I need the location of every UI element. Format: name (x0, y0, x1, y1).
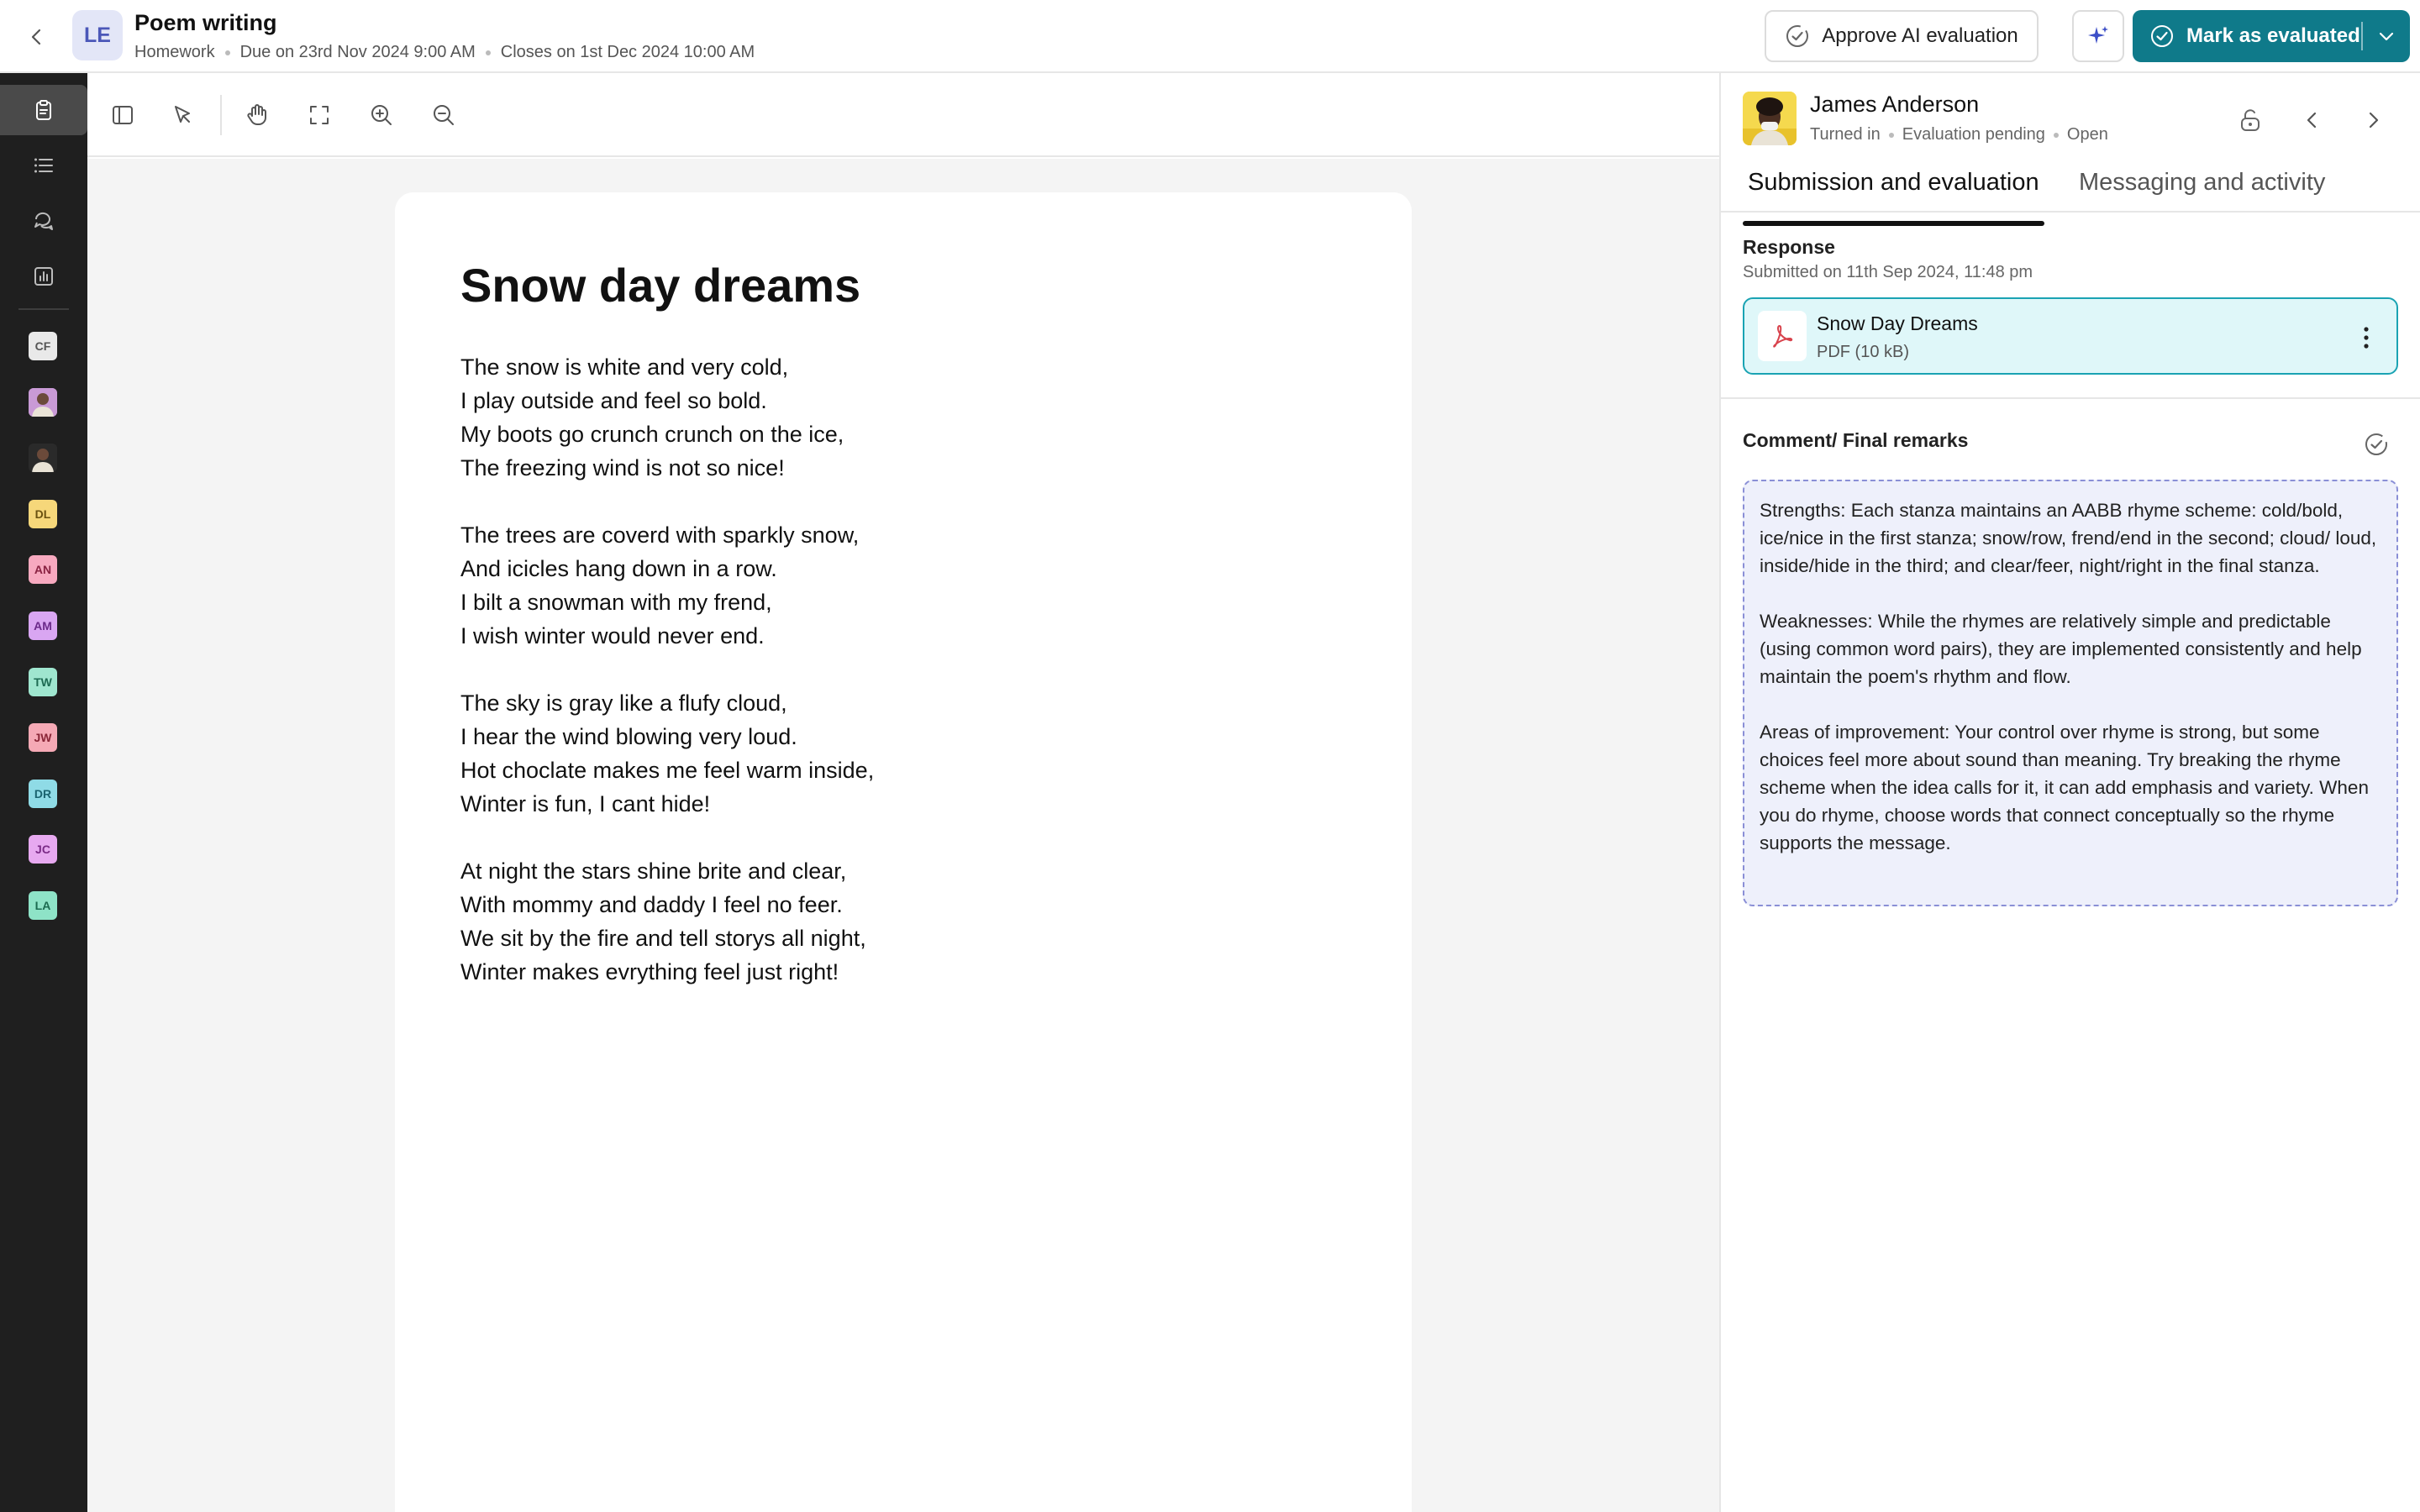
due-date: Due on 23rd Nov 2024 9:00 AM (239, 43, 476, 61)
chevron-left-icon (2302, 109, 2323, 131)
student-avatar-tw[interactable] (29, 668, 57, 696)
chevron-left-icon (27, 27, 47, 47)
file-icon-wrap (1758, 311, 1807, 361)
document-toolbar (87, 73, 1719, 157)
sidebar-icon (110, 102, 135, 128)
check-circle-icon (1785, 24, 1810, 49)
poem-stanza (460, 686, 874, 821)
approve-ai-evaluation-button[interactable] (1765, 10, 2039, 62)
zoom-out-icon (431, 102, 456, 128)
rail-divider (18, 308, 69, 310)
more-vertical-icon (2363, 325, 2370, 350)
top-bar (0, 0, 2420, 73)
student-photo-icon (1743, 92, 1797, 145)
file-meta: PDF (10 kB) (1817, 343, 1910, 361)
assignment-meta (134, 43, 755, 62)
student-initials: AN (34, 563, 52, 577)
poem-stanza (460, 854, 874, 989)
student-avatar-cf[interactable] (29, 332, 57, 360)
student-avatar-la[interactable] (29, 891, 57, 920)
final-remarks-textarea[interactable] (1743, 480, 2398, 906)
student-avatar-photo-1[interactable] (29, 388, 57, 417)
separator-dot (2054, 133, 2059, 138)
poem-stanza (460, 350, 874, 485)
poem-line: I play outside and feel so bold. (460, 388, 767, 413)
student-initials: DL (34, 507, 51, 521)
separator-dot (1889, 133, 1894, 138)
unlock-icon (2237, 107, 2264, 134)
remark-paragraph: Strengths: Each stanza maintains an AABB rhyme scheme: cold/bold, ice/nice in the first stanza; snow/row, frend/end in the second; cloud/ loud, inside/hide in the third; and clear/feer, night/right in the final stanza. (1760, 500, 2377, 576)
student-status (1810, 125, 2108, 144)
cursor-icon (171, 102, 196, 128)
separator-dot (225, 50, 230, 55)
chevron-down-icon (2377, 27, 2396, 45)
check-circle-icon (2149, 24, 2175, 49)
class-badge: LE (72, 10, 123, 60)
check-circle-icon (2363, 431, 2390, 458)
poem-line: I bilt a snowman with my frend, (460, 590, 772, 615)
student-avatar-jc[interactable] (29, 835, 57, 864)
student-initials: TW (34, 675, 52, 689)
student-initials: DR (34, 786, 52, 801)
toggle-sidebar-button[interactable] (106, 98, 139, 132)
clipboard-icon (32, 98, 55, 122)
remark-paragraph: Weaknesses: While the rhymes are relatively simple and predictable (using common word pairs), they are implemented consistently and help maintain the poem's rhythm and flow. (1760, 611, 2362, 687)
hand-icon (245, 102, 270, 128)
previous-student-button[interactable] (2296, 103, 2329, 137)
evaluation-panel (1719, 73, 2420, 1512)
poem-line: With mommy and daddy I feel no feer. (460, 892, 843, 917)
assignment-type: Homework (134, 43, 215, 61)
approve-label: Approve AI evaluation (1822, 24, 2018, 47)
student-initials: CF (34, 339, 51, 353)
next-student-button[interactable] (2356, 103, 2390, 137)
student-avatar-dl[interactable] (29, 500, 57, 528)
poem-line: The sky is gray like a flufy cloud, (460, 690, 787, 716)
fullscreen-icon (307, 102, 332, 128)
poem-line: At night the stars shine brite and clear, (460, 858, 847, 884)
comment-label: Comment/ Final remarks (1743, 429, 1969, 451)
student-avatar-an[interactable] (29, 555, 57, 584)
rail-discussion[interactable] (0, 196, 87, 246)
mark-as-evaluated-main[interactable] (2133, 24, 2361, 49)
pan-tool-button[interactable] (240, 98, 274, 132)
mark-as-evaluated-button[interactable] (2133, 10, 2410, 62)
student-photo-icon (29, 444, 57, 472)
rail-assignment[interactable] (0, 85, 87, 135)
status-turned-in: Turned in (1810, 125, 1881, 144)
student-initials: AM (34, 619, 52, 633)
response-label: Response (1743, 236, 1835, 258)
student-name: James Anderson (1810, 92, 1980, 117)
poem-line: And icicles hang down in a row. (460, 556, 777, 581)
mark-options-dropdown[interactable] (2363, 27, 2410, 45)
accept-comment-button[interactable] (2360, 428, 2393, 461)
poem-line: My boots go crunch crunch on the ice, (460, 422, 844, 447)
student-photo-icon (29, 388, 57, 417)
rail-list[interactable] (0, 140, 87, 191)
student-initials: JC (35, 843, 50, 857)
student-avatar-jw[interactable] (29, 723, 57, 752)
left-rail (0, 73, 87, 1512)
poem-line: The trees are coverd with sparkly snow, (460, 522, 860, 548)
pdf-page (395, 192, 1412, 1512)
poem-line: Winter is fun, I cant hide! (460, 791, 711, 816)
close-date: Closes on 1st Dec 2024 10:00 AM (500, 43, 755, 61)
student-avatar-am[interactable] (29, 612, 57, 640)
remark-paragraph: Areas of improvement: Your control over rhyme is strong, but some choices feel more about sound than meaning. Try breaking the rhyme scheme when the idea calls for it, it can add emphasis and variety. When you do rhyme, choose words that connect conceptually so the rhyme supports the message. (1760, 722, 2369, 853)
poem-stanza (460, 518, 874, 653)
document-viewer[interactable] (87, 159, 1719, 1512)
status-evaluation: Evaluation pending (1902, 125, 2045, 144)
select-tool-button[interactable] (166, 98, 200, 132)
tab-messaging-activity[interactable]: Messaging and activity (2079, 169, 2326, 196)
chat-icon (32, 209, 55, 233)
tab-submission-evaluation[interactable]: Submission and evaluation (1743, 169, 2044, 224)
zoom-out-button[interactable] (427, 98, 460, 132)
pdf-icon (1768, 322, 1797, 350)
student-initials: LA (34, 899, 51, 912)
back-button[interactable] (22, 22, 52, 52)
student-avatar-dr[interactable] (29, 780, 57, 808)
unlock-button[interactable] (2233, 103, 2267, 137)
poem-title: Snow day dreams (460, 259, 861, 312)
panel-tabs (1721, 157, 2420, 213)
student-avatar-photo-2[interactable] (29, 444, 57, 472)
file-options-button[interactable] (2356, 321, 2376, 354)
poem-line: I hear the wind blowing very loud. (460, 724, 797, 749)
rail-analytics[interactable] (0, 251, 87, 302)
submitted-date: Submitted on 11th Sep 2024, 11:48 pm (1743, 263, 2033, 281)
separator-dot (486, 50, 491, 55)
page-title: Poem writing (134, 10, 277, 35)
student-avatar (1743, 92, 1797, 145)
poem-line: Winter makes evrything feel just right! (460, 959, 839, 984)
chevron-right-icon (2362, 109, 2384, 131)
chart-icon (32, 265, 55, 288)
assignment-header (134, 10, 755, 62)
fit-to-screen-button[interactable] (302, 98, 336, 132)
zoom-in-button[interactable] (365, 98, 398, 132)
poem-line: We sit by the fire and tell storys all night, (460, 926, 866, 951)
zoom-in-icon (369, 102, 394, 128)
submission-file-card[interactable] (1743, 297, 2398, 375)
student-initials: JW (34, 731, 52, 745)
poem-line: The snow is white and very cold, (460, 354, 789, 380)
status-open: Open (2066, 125, 2108, 144)
poem-line: The freezing wind is not so nice! (460, 455, 785, 480)
section-divider (1721, 397, 2420, 399)
mark-label: Mark as evaluated (2186, 24, 2360, 47)
toolbar-divider (220, 95, 222, 135)
list-icon (32, 154, 55, 177)
sparkle-icon (2086, 24, 2111, 49)
poem-line: Hot choclate makes me feel warm inside, (460, 758, 875, 783)
file-name: Snow Day Dreams (1817, 312, 1978, 334)
ai-assist-button[interactable] (2072, 10, 2124, 62)
poem-body (460, 350, 874, 1022)
poem-line: I wish winter would never end. (460, 623, 765, 648)
